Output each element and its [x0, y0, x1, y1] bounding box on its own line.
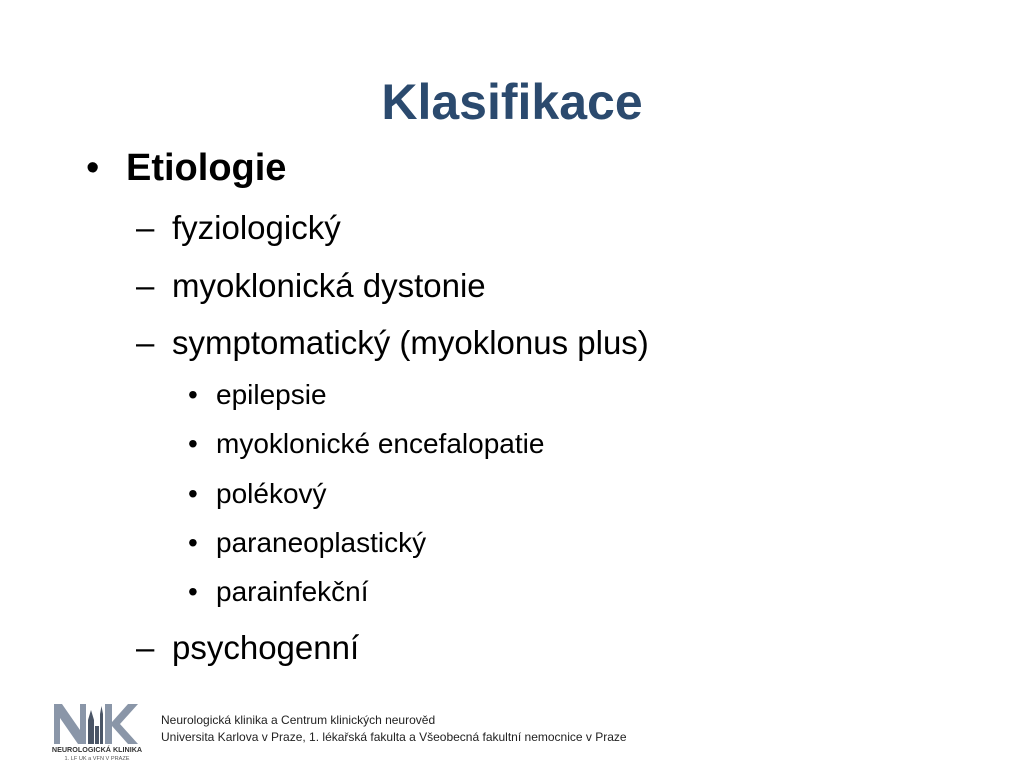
dash-icon: –	[136, 209, 155, 246]
sub-sub-item-parainfekcni	[188, 573, 369, 611]
sub-sub-item-label: paraneoplastický	[216, 527, 427, 558]
dash-icon: –	[136, 324, 155, 361]
dash-icon: –	[136, 629, 155, 666]
sub-sub-item-polekovy	[188, 475, 327, 513]
clinic-logo	[52, 700, 142, 762]
bullet-icon: •	[188, 576, 198, 607]
sub-sub-item-paraneoplasticky	[188, 524, 426, 562]
dash-icon: –	[136, 267, 155, 304]
sub-item-label: psychogenní	[172, 629, 360, 666]
sub-sub-item-label: myoklonické encefalopatie	[216, 428, 545, 459]
footer-text	[161, 712, 627, 746]
sub-item-fyziologicky	[136, 206, 341, 250]
bullet-icon: •	[188, 527, 198, 558]
bullet-label: Etiologie	[126, 147, 287, 189]
sub-item-label: symptomatický (myoklonus plus)	[172, 324, 649, 361]
sub-item-psychogenni	[136, 626, 359, 670]
bullet-icon: •	[188, 478, 198, 509]
footer-line-2: Universita Karlova v Praze, 1. lékařská fakulta a Všeobecná fakultní nemocnice v Praze	[161, 730, 627, 744]
sub-sub-item-epilepsie	[188, 376, 327, 414]
sub-item-label: myoklonická dystonie	[172, 267, 486, 304]
bullet-icon: •	[86, 147, 100, 189]
sub-sub-item-label: parainfekční	[216, 576, 369, 607]
logo-sub: 1. LF UK a VFN V PRAZE	[64, 756, 130, 762]
slide-title: Klasifikace	[381, 74, 643, 130]
sub-sub-item-label: polékový	[216, 478, 327, 509]
sub-sub-item-label: epilepsie	[216, 379, 327, 410]
bullet-item-etiologie	[86, 142, 286, 194]
bullet-icon: •	[188, 428, 198, 459]
sub-item-myoklonicka-dystonie	[136, 264, 486, 308]
footer-line-1: Neurologická klinika a Centrum klinických neurověd	[161, 713, 436, 727]
slide-footer	[0, 696, 1024, 768]
logo-name: NEUROLOGICKÁ KLINIKA	[52, 745, 142, 754]
sub-item-symptomaticky	[136, 321, 649, 365]
sub-item-label: fyziologický	[172, 209, 341, 246]
bullet-icon: •	[188, 379, 198, 410]
sub-sub-item-encefalopatie	[188, 425, 544, 463]
